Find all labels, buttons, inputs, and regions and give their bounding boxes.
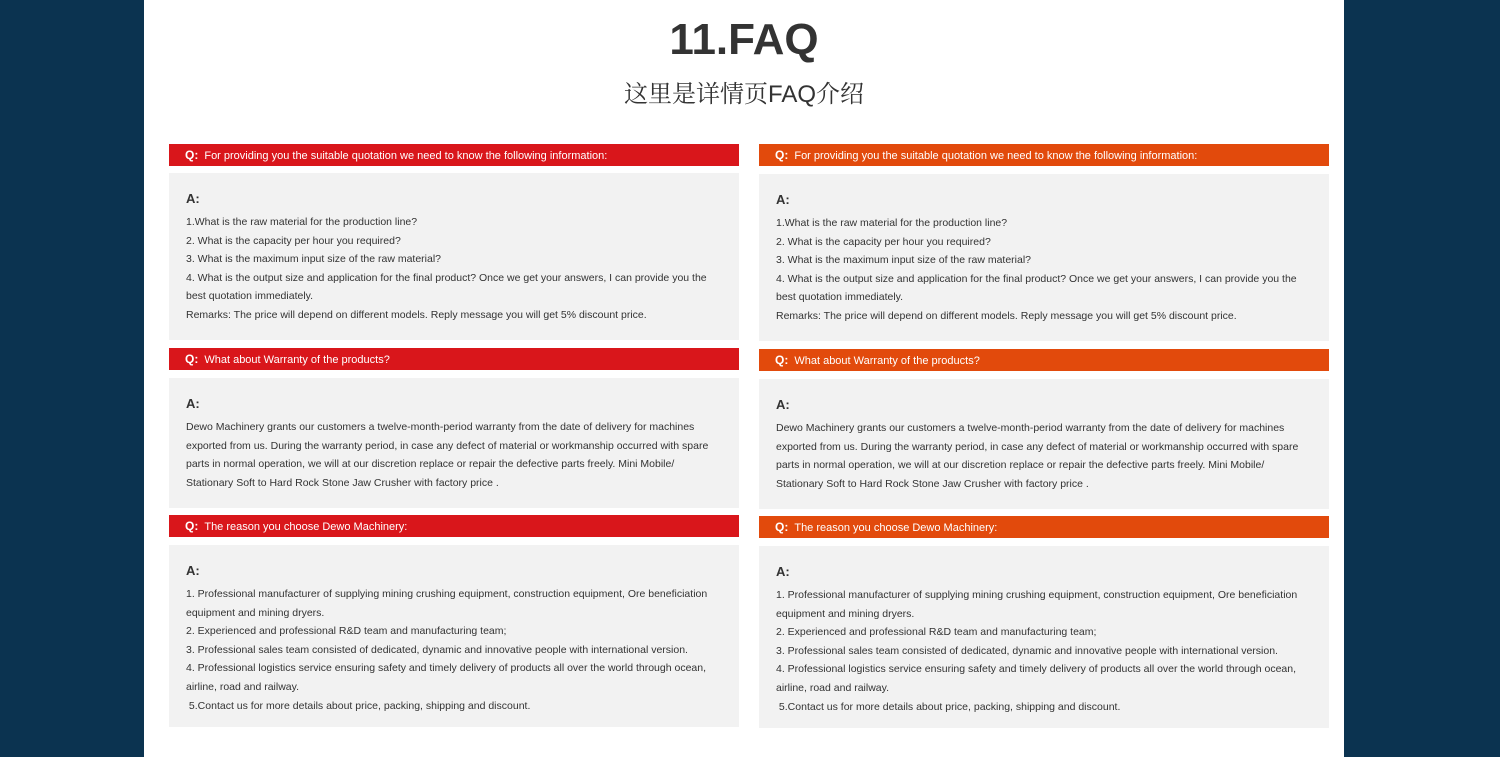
answer-line: 4. What is the output size and application for the final product? Once we get your answers, I can provide you the best quotation immediately. <box>186 271 710 303</box>
question-label: Q: <box>775 353 789 367</box>
question-text: The reason you choose Dewo Machinery: <box>204 521 408 533</box>
faq-question-bar <box>759 516 1329 538</box>
answer-line: 2. Experienced and professional R&D team and manufacturing team; <box>776 626 1097 639</box>
answer-label: A: <box>186 563 200 578</box>
question-label: Q: <box>775 520 789 534</box>
answer-line: Remarks: The price will depend on different models. Reply message you will get 5% discount price. <box>186 308 647 321</box>
answer-line: 4. Professional logistics service ensuring safety and timely delivery of products all over the world through ocean, airline, road and railway. <box>776 663 1299 694</box>
answer-line: 1.What is the raw material for the production line? <box>776 217 1008 229</box>
faq-answer-box <box>169 173 739 340</box>
answer-line: 5.Contact us for more details about price, packing, shipping and discount. <box>186 699 531 712</box>
answer-line: 2. Experienced and professional R&D team and manufacturing team; <box>186 625 507 638</box>
answer-label: A: <box>776 564 790 579</box>
answer-line: 4. Professional logistics service ensuring safety and timely delivery of products all over the world through ocean, airline, road and railway. <box>186 662 709 693</box>
faq-answer-box <box>759 546 1329 728</box>
answer-label: A: <box>186 396 200 411</box>
page-subtitle: 这里是详情页FAQ介绍 <box>623 81 864 108</box>
question-label: Q: <box>185 352 199 366</box>
question-label: Q: <box>775 148 789 162</box>
answer-label: A: <box>186 191 200 206</box>
answer-line: Dewo Machinery grants our customers a twelve-month-period warranty from the date of delivery for machines exported from us. During the warranty period, in case any defect of material or workmanship occurred with spare parts in normal operation, we will at our discretion replace or repair the defective parts freely. Mini Mobile/ Stationary Soft to Hard Rock Stone Jaw Crusher with factory price . <box>776 422 1302 490</box>
answer-line: Remarks: The price will depend on different models. Reply message you will get 5% discount price. <box>776 309 1237 322</box>
question-text: The reason you choose Dewo Machinery: <box>794 522 998 534</box>
answer-line: 1. Professional manufacturer of supplying mining crushing equipment, construction equipment, Ore beneficiation equipment and mining dryers. <box>186 588 711 619</box>
faq-answer-box <box>759 174 1329 341</box>
question-label: Q: <box>185 519 199 533</box>
faq-question-bar <box>169 144 739 166</box>
answer-line: 3. Professional sales team consisted of dedicated, dynamic and innovative people with international version. <box>776 644 1278 657</box>
answer-line: 5.Contact us for more details about price, packing, shipping and discount. <box>776 700 1121 713</box>
question-text: For providing you the suitable quotation we need to know the following information: <box>204 150 608 162</box>
answer-label: A: <box>776 192 790 207</box>
faq-answer-box <box>169 378 739 508</box>
faq-answer-box <box>759 379 1329 509</box>
faq-page <box>144 0 1344 757</box>
faq-question-bar <box>759 144 1329 166</box>
answer-line: 2. What is the capacity per hour you required? <box>186 234 401 247</box>
answer-line: 2. What is the capacity per hour you required? <box>776 235 991 248</box>
answer-line: 3. Professional sales team consisted of dedicated, dynamic and innovative people with international version. <box>186 643 688 656</box>
answer-line: Dewo Machinery grants our customers a twelve-month-period warranty from the date of delivery for machines exported from us. During the warranty period, in case any defect of material or workmanship occurred with spare parts in normal operation, we will at our discretion replace or repair the defective parts freely. Mini Mobile/ Stationary Soft to Hard Rock Stone Jaw Crusher with factory price . <box>186 421 712 489</box>
faq-answer-box <box>169 545 739 727</box>
answer-line: 3. What is the maximum input size of the raw material? <box>186 253 442 266</box>
question-text: What about Warranty of the products? <box>204 354 390 366</box>
answer-line: 3. What is the maximum input size of the raw material? <box>776 254 1032 267</box>
answer-line: 1. Professional manufacturer of supplying mining crushing equipment, construction equipment, Ore beneficiation equipment and mining dryers. <box>776 589 1301 620</box>
question-text: What about Warranty of the products? <box>794 355 980 367</box>
answer-label: A: <box>776 397 790 412</box>
question-text: For providing you the suitable quotation we need to know the following information: <box>794 150 1198 162</box>
answer-line: 1.What is the raw material for the production line? <box>186 216 418 228</box>
answer-line: 4. What is the output size and application for the final product? Once we get your answers, I can provide you the best quotation immediately. <box>776 272 1300 304</box>
page-title: 11.FAQ <box>669 15 819 64</box>
faq-question-bar <box>169 515 739 537</box>
question-label: Q: <box>185 148 199 162</box>
faq-question-bar <box>169 348 739 370</box>
faq-question-bar <box>759 349 1329 371</box>
